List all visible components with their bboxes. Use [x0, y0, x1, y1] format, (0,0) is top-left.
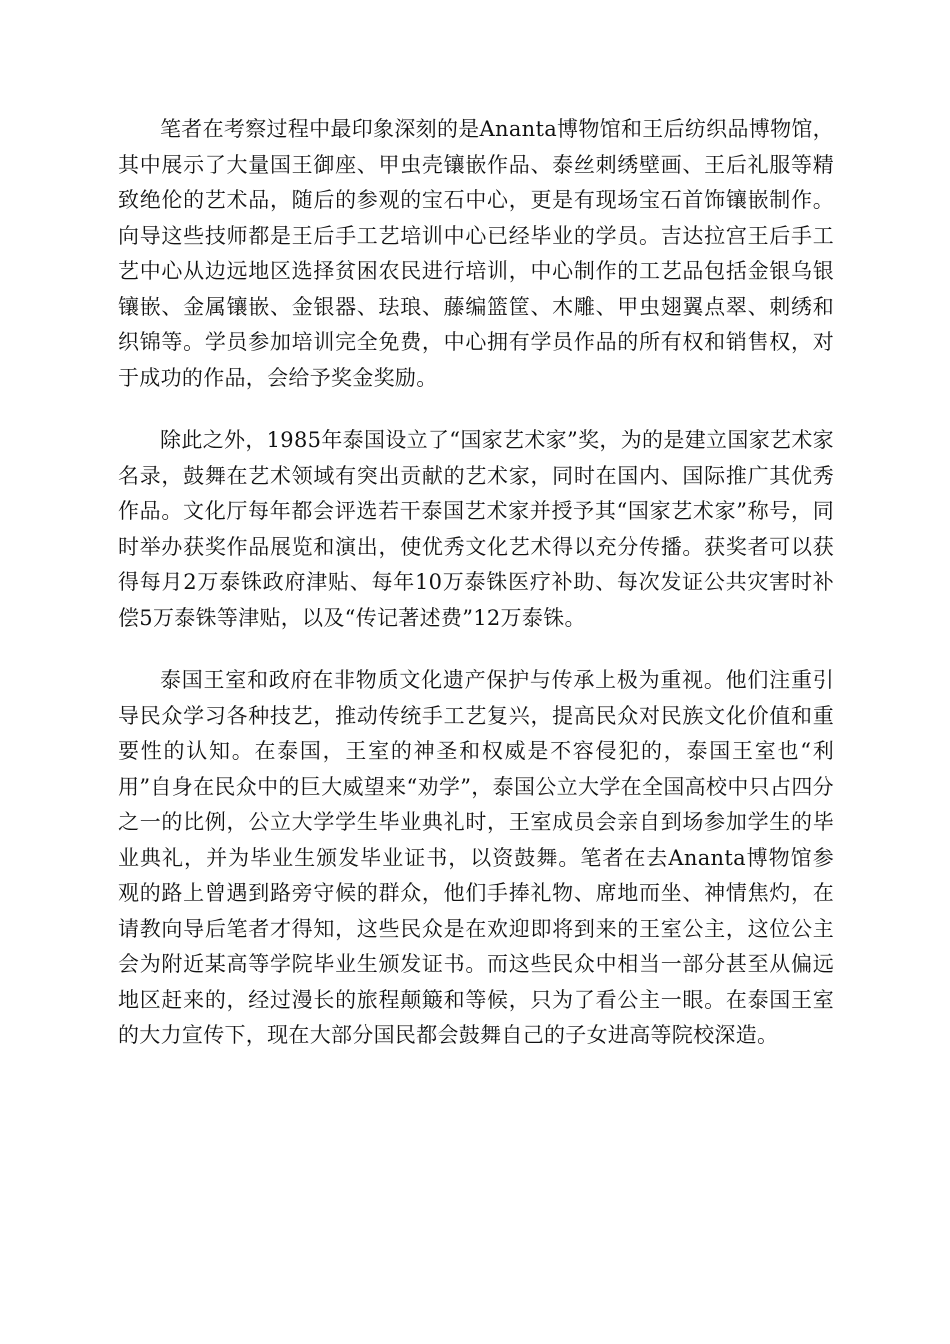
paragraph-national-artist-award: 除此之外，1985年泰国设立了“国家艺术家”奖，为的是建立国家艺术家名录，鼓舞在艺术领域有突出贡献的艺术家，同时在国内、国际推广其优秀作品。文化厅每年都会评选若干泰国艺术家并授予其“国家艺术家”称号，同时举办获奖作品展览和演出，使优秀文化艺术得以充分传播。获奖者可以获得每月2万泰铢政府津贴、每年10万泰铢医疗补助、每次发证公共灾害时补偿5万泰铢等津贴，以及“传记著述费”12万泰铢。: [118, 428, 834, 630]
paragraph-museum-visit: 笔者在考察过程中最印象深刻的是Ananta博物馆和王后纺织品博物馆，其中展示了大量国王御座、甲虫壳镶嵌作品、泰丝刺绣壁画、王后礼服等精致绝伦的艺术品，随后的参观的宝石中心，更是有现场宝石首饰镶嵌制作。向导这些技师都是王后手工艺培训中心已经毕业的学员。吉达拉宫王后手工艺中心从边远地区选择贫困农民进行培训，中心制作的工艺品包括金银乌银镶嵌、金属镶嵌、金银器、珐琅、藤编篮筐、木雕、甲虫翅翼点翠、刺绣和织锦等。学员参加培训完全免费，中心拥有学员作品的所有权和销售权，对于成功的作品，会给予奖金奖励。: [118, 117, 834, 390]
paragraph-royal-education: 泰国王室和政府在非物质文化遗产保护与传承上极为重视。他们注重引导民众学习各种技艺，推动传统手工艺复兴，提高民众对民族文化价值和重要性的认知。在泰国，王室的神圣和权威是不容侵犯的，泰国王室也“利用”自身在民众中的巨大威望来“劝学”，泰国公立大学在全国高校中只占四分之一的比例，公立大学学生毕业典礼时，王室成员会亲自到场参加学生的毕业典礼，并为毕业生颁发毕业证书，以资鼓舞。笔者在去Ananta博物馆参观的路上曾遇到路旁守候的群众，他们手捧礼物、席地而坐、神情焦灼，在请教向导后笔者才得知，这些民众是在欢迎即将到来的王室公主，这位公主会为附近某高等学院毕业生颁发证书。而这些民众中相当一部分甚至从偏远地区赶来的，经过漫长的旅程颠簸和等候，只为了看公主一眼。在泰国王室的大力宣传下，现在大部分国民都会鼓舞自己的子女进高等院校深造。: [118, 668, 834, 1047]
document-body: [118, 112, 834, 1081]
